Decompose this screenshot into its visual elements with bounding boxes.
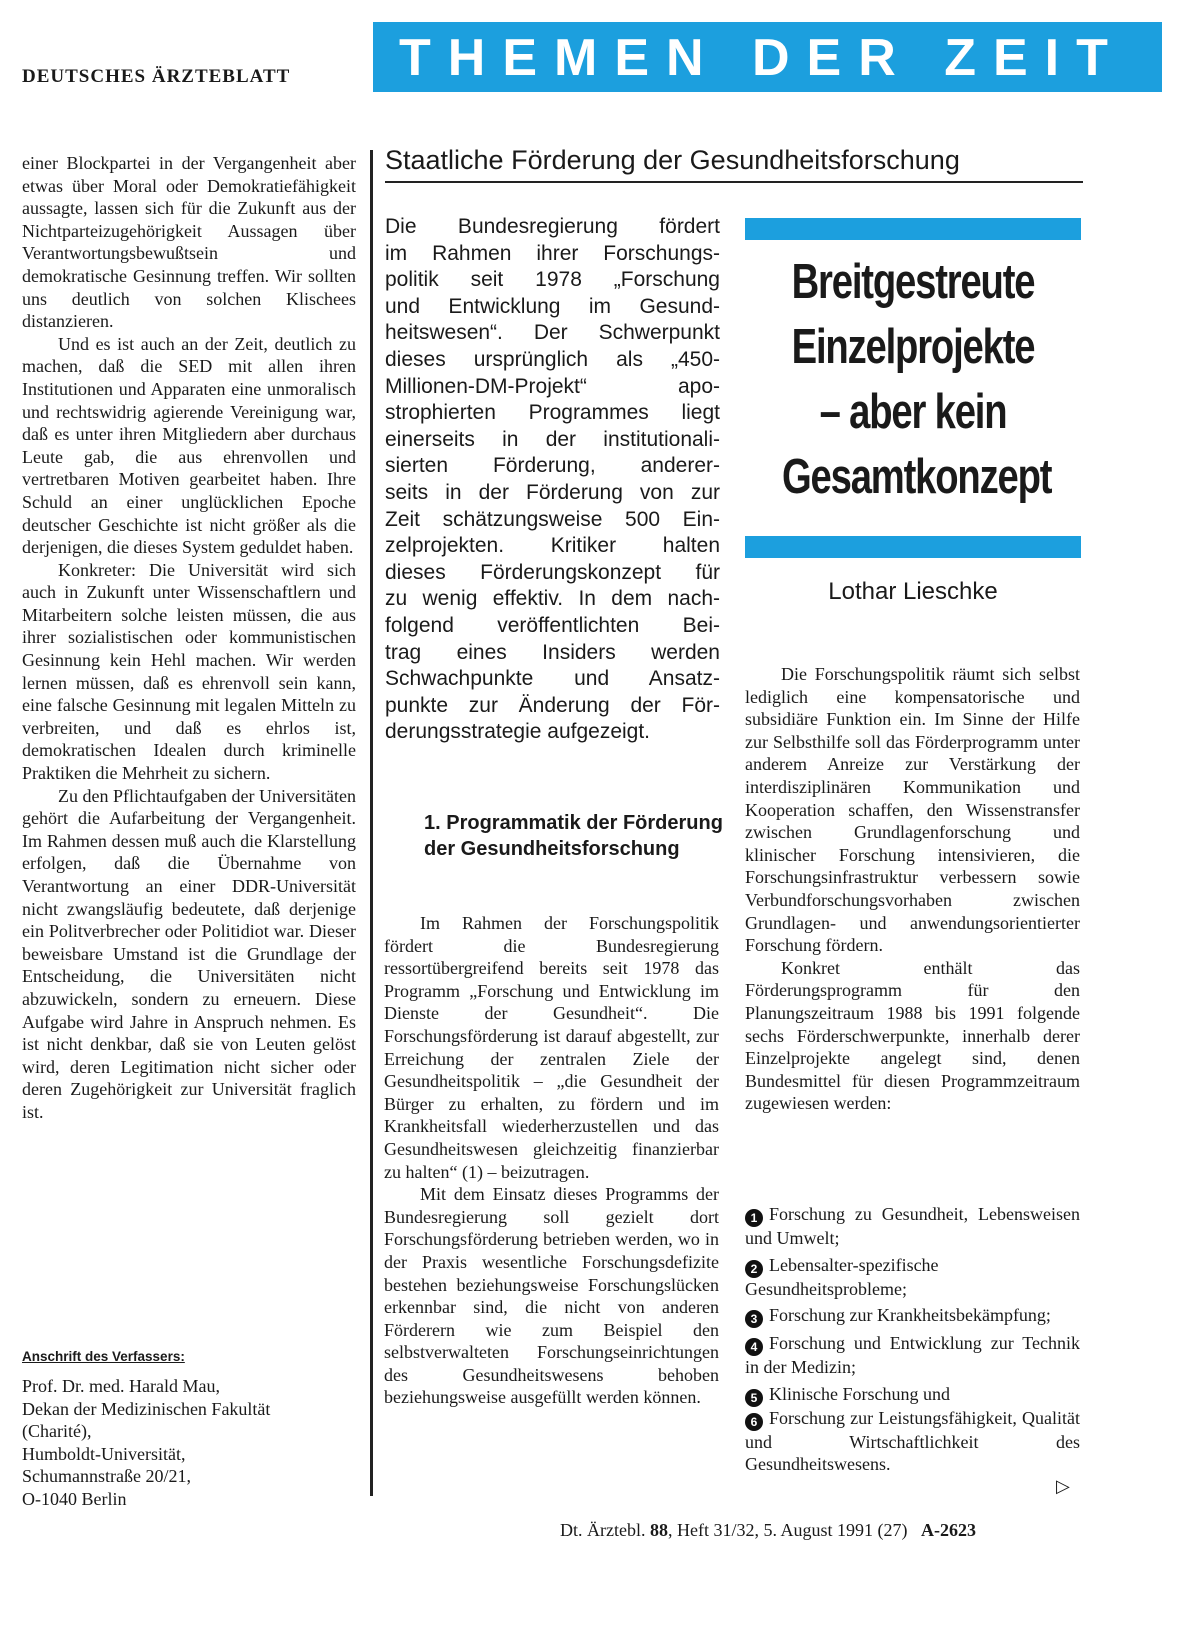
number-badge: 1 bbox=[745, 1209, 763, 1227]
footer-page-number: A-2623 bbox=[920, 1520, 976, 1540]
list-item-text: Forschung zur Leistungsfähigkeit, Qualität und Wirtschaftlichkeit des Gesundheitswesens. bbox=[745, 1407, 1080, 1475]
headline-line: – aber kein bbox=[819, 385, 1007, 439]
lead-line: Zeit schätzungsweise 500 Ein- bbox=[385, 507, 720, 531]
column-2 bbox=[384, 912, 719, 1409]
article-headline bbox=[781, 250, 1052, 510]
paragraph: Mit dem Einsatz dieses Programms der Bundesregierung soll gezielt dort Forschungsförderung betrieben werden, wo in der Praxis wesentliche Forschungsdefizite bestehen beziehungsweise Forschungslücken erkennbar sind, die nicht von anderen Förderern wie zum Beispiel den selbstverwalteten Forschungseinrichtungen des Gesundheitswesens behoben beziehungsweise ausgefüllt werden können. bbox=[384, 1184, 719, 1408]
list-item-text: Klinische Forschung und bbox=[769, 1383, 950, 1404]
list-item bbox=[745, 1407, 1080, 1476]
list-item-text: Forschung und Entwicklung zur Technik in der Medizin; bbox=[745, 1333, 1080, 1378]
paragraph: Konkreter: Die Universität wird sich auch in Zukunft unter Wissenschaftlern und Mitarbeitern solche leisten müssen, die aus ihrer sozialistischen oder kommunistischen Gesinnung kein Hehl machen. Wir werden lernen müssen, daß es ehrenvoll sein kann, eine falsche Gesinnung mit legalen Mitteln zu verbreiten, und daß es ehrlos ist, demokratischen Idealen durch kriminelle Praktiken die Mehrheit zu sichern. bbox=[22, 559, 356, 784]
lead-line: einerseits in der institutionali- bbox=[385, 427, 720, 451]
address-line: O-1040 Berlin bbox=[22, 1488, 127, 1509]
lead-line: seits in der Förderung von zur bbox=[385, 480, 720, 504]
number-badge: 3 bbox=[745, 1310, 763, 1328]
headline-line: Einzelprojekte bbox=[791, 320, 1035, 374]
lead-line: strophierten Programmes liegt bbox=[385, 401, 720, 425]
list-item bbox=[745, 1383, 1080, 1407]
list-item bbox=[745, 1254, 1080, 1301]
number-badge: 6 bbox=[745, 1413, 763, 1431]
footer-issue: , Heft 31/32, 5. August 1991 (27) bbox=[667, 1520, 908, 1540]
paragraph: einer Blockpartei in der Vergangenheit aber etwas über Moral oder Demokratiefähigkeit aussagte, lassen sich für die Zukunft aus der Nichtparteizugehörigkeit Aussagen über Verantwortungsbewußtsein und demokratische Gesinnung treffen. Wir sollten uns deutlich von solchen Klischees distanzieren. bbox=[22, 153, 356, 332]
address-line: Humboldt-Universität, bbox=[22, 1443, 186, 1464]
lead-text bbox=[385, 214, 720, 746]
address-line: (Charité), bbox=[22, 1421, 92, 1442]
list-item bbox=[745, 1203, 1080, 1250]
lead-line: trag eines Insiders werden bbox=[385, 640, 720, 664]
section-title: Staatliche Förderung der Gesundheitsforschung bbox=[385, 145, 960, 175]
paragraph: Konkret enthält das Förderungsprogramm für den Planungszeitraum 1988 bis 1991 folgende sechs Förderschwerpunkte, innerhalb derer Einzelprojekte angelegt sind, denen Bundesmittel für diesen Programmzeitraum zugewiesen werden: bbox=[745, 957, 1080, 1114]
paragraph: Die Forschungspolitik räumt sich selbst lediglich eine kompensatorische und subsidiäre Funktion ein. Im Sinne der Hilfe zur Selbsthilfe soll das Förderprogramm unter anderem Anreize zur Verstärkung der interdisziplinären Kommunikation und Kooperation schaffen, den Wissenstransfer zwischen Grundlagenforschung und klinischer Forschung intensivieren, die Forschungsinfrastruktur verbessern sowie Verbundforschungsvorhaben zwischen Grundlagen- und anwendungsorientierter Forschung fördern. bbox=[745, 664, 1080, 956]
headline-bar-bottom bbox=[745, 536, 1081, 558]
lead-line: Millionen-DM-Projekt“ apo- bbox=[385, 374, 720, 398]
lead-line: heitswesen“. Der Schwerpunkt bbox=[385, 321, 720, 345]
page-footer bbox=[560, 1520, 976, 1541]
footer-journal: Dt. Ärztebl. bbox=[560, 1520, 646, 1540]
headline-bar-top bbox=[745, 218, 1081, 240]
article-author: Lothar Lieschke bbox=[828, 578, 998, 605]
subheading: 1. Programmatik der Förderung der Gesundheitsforschung bbox=[424, 812, 723, 860]
list-item-text: Forschung zur Krankheitsbekämpfung; bbox=[769, 1305, 1051, 1326]
continue-arrow-icon: ▷ bbox=[1056, 1476, 1070, 1497]
journal-name: DEUTSCHES ÄRZTEBLATT bbox=[22, 66, 291, 87]
lead-line: derungsstrategie aufgezeigt. bbox=[385, 720, 651, 744]
funding-priorities-list bbox=[745, 1203, 1080, 1480]
lead-line: punkte zur Änderung der För- bbox=[385, 693, 720, 717]
lead-line: und Entwicklung im Gesund- bbox=[385, 294, 720, 318]
footer-volume: 88 bbox=[649, 1520, 668, 1540]
lead-line: zu wenig effektiv. In dem nach- bbox=[385, 587, 720, 611]
list-item bbox=[745, 1304, 1080, 1328]
lead-line: dieses Förderungskonzept für bbox=[385, 560, 720, 584]
headline-line: Breitgestreute bbox=[791, 255, 1035, 309]
number-badge: 5 bbox=[745, 1389, 763, 1407]
author-address bbox=[22, 1375, 362, 1511]
paragraph: Im Rahmen der Forschungspolitik fördert die Bundesregierung ressortübergreifend bereits seit 1978 das Programm „Forschung und Entwicklung im Dienste der Gesundheit“. Die Forschungsförderung ist darauf abgestellt, zur Erreichung der zentralen Ziele der Gesundheitspolitik – „die Gesundheit der Bürger zu erhalten, zu fördern und im Krankheitsfall wiederherzustellen und das Gesundheitswesen gleichzeitig finanzierbar zu halten“ (1) – beizutragen. bbox=[384, 913, 719, 1182]
list-item-text: Forschung zu Gesundheit, Lebensweisen und Umwelt; bbox=[745, 1204, 1080, 1248]
paragraph: Und es ist auch an der Zeit, deutlich zu machen, daß die SED mit allen ihren Institutionen und Apparaten eine unmoralisch und rechtswidrig agierende Vereinigung war, daß es unter ihren Mitgliedern aber durchaus Leute gab, die aus ehrenvollen und vertretbaren Motiven gearbeitet haben. Ihre Schuld an einer unglücklichen Epoche deutscher Geschichte ist nicht größer als die derjenigen, die dieses System geduldet haben. bbox=[22, 333, 356, 558]
column-3 bbox=[745, 663, 1080, 1115]
lead-line: sierten Förderung, anderer- bbox=[385, 454, 720, 478]
lead-line: dieses ursprünglich als „450- bbox=[385, 347, 720, 371]
number-badge: 4 bbox=[745, 1338, 763, 1356]
address-line: Dekan der Medizinischen Fakultät bbox=[22, 1398, 271, 1419]
list-item bbox=[745, 1332, 1080, 1379]
paragraph: Zu den Pflichtaufgaben der Universitäten gehört die Aufarbeitung der Vergangenheit. Im Rahmen dessen muß auch die Klarstellung erfolgen, daß die Übernahme von Verantwortung an einer DDR-Universität nicht zwangsläufig bedeutete, daß derjenige ein Politverbrecher oder Politidiot war. Dieser beweisbare Umstand ist die Grundlage der Entscheidung, die Universitäten nicht abzuwickeln, sondern zu erneuern. Diese Aufgabe wird Jahre in Anspruch nehmen. Es ist nicht denkbar, daß sie von Leuten gelöst wird, deren Legitimation nicht sicher oder deren Zugehörigkeit zur Universität fraglich ist. bbox=[22, 785, 356, 1122]
address-line: Schumannstraße 20/21, bbox=[22, 1466, 191, 1487]
lead-line: folgend veröffentlichten Bei- bbox=[385, 613, 720, 637]
section-banner bbox=[373, 22, 1162, 92]
lead-line: Die Bundesregierung fördert bbox=[385, 215, 720, 238]
lead-line: im Rahmen ihrer Forschungs- bbox=[385, 241, 720, 265]
address-line: Prof. Dr. med. Harald Mau, bbox=[22, 1376, 220, 1396]
lead-line: politik seit 1978 „Forschung bbox=[385, 268, 720, 292]
title-rule bbox=[385, 181, 1083, 183]
number-badge: 2 bbox=[745, 1260, 763, 1278]
lead-line: zelprojekten. Kritiker halten bbox=[385, 534, 720, 558]
address-heading: Anschrift des Verfassers: bbox=[22, 1349, 185, 1364]
column-1 bbox=[22, 152, 356, 1124]
lead-line: Schwachpunkte und Ansatz- bbox=[385, 667, 720, 691]
list-item-text: Lebensalter-spezifische Gesundheitsprobleme; bbox=[745, 1254, 939, 1299]
headline-line: Gesamtkonzept bbox=[781, 450, 1052, 504]
section-banner-text: THEMEN DER ZEIT bbox=[399, 29, 1125, 87]
column-divider bbox=[370, 150, 373, 1496]
